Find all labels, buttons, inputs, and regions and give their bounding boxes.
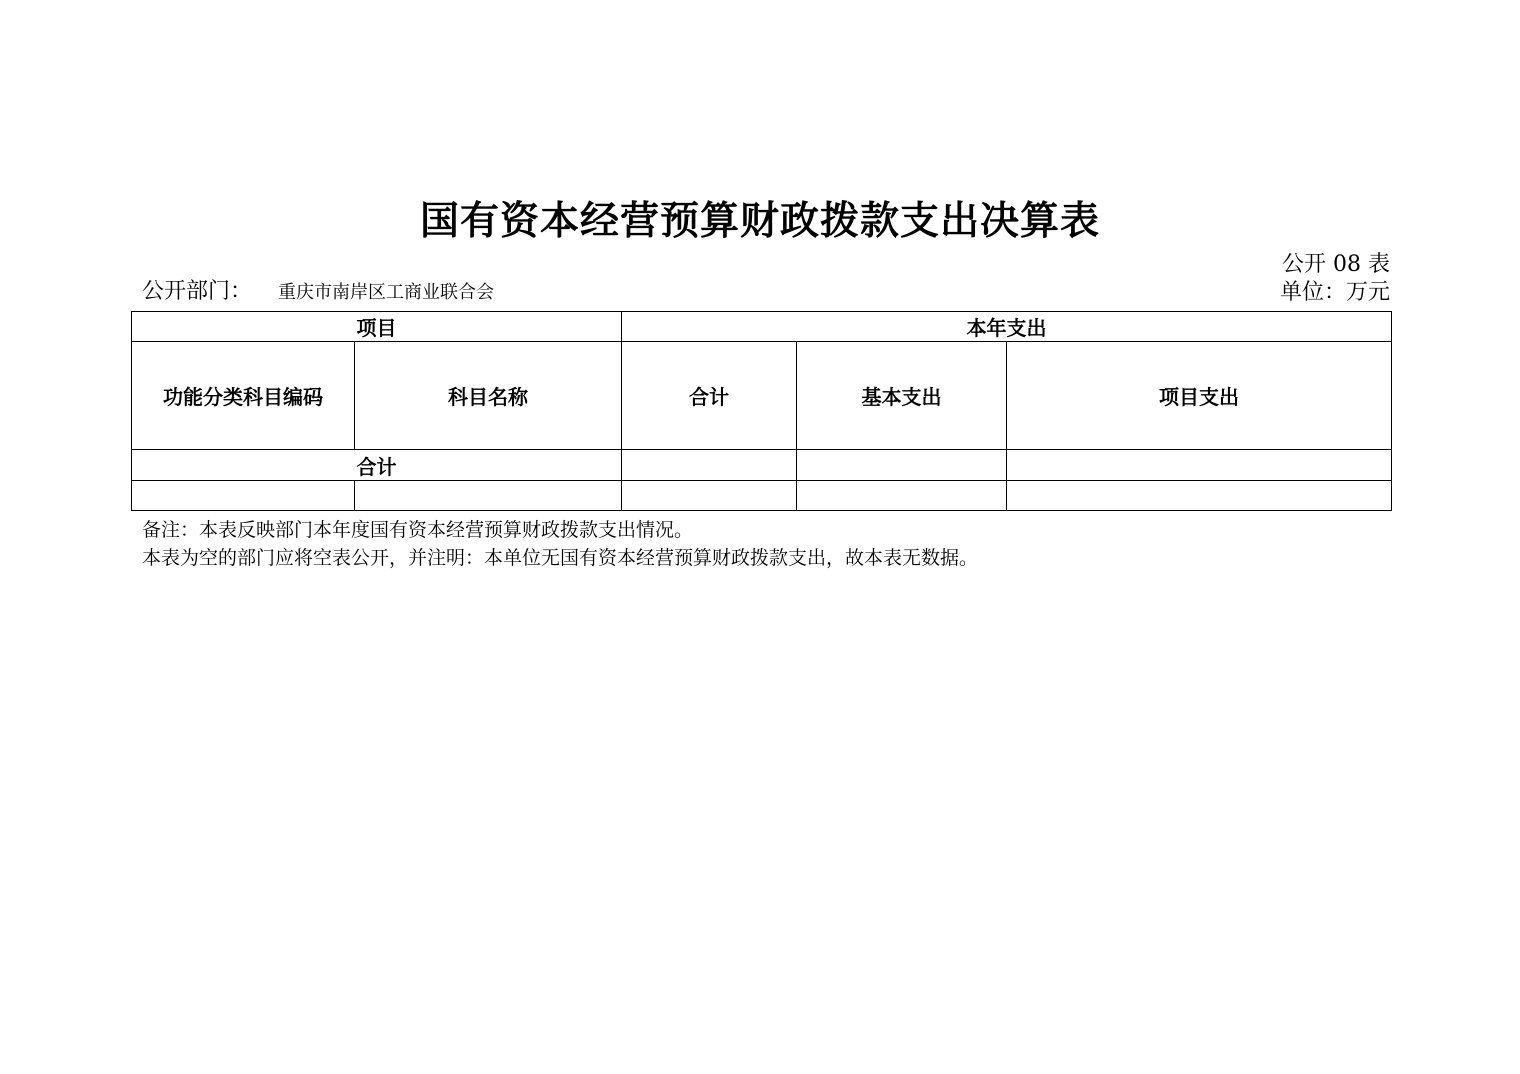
empty-row-project-cell bbox=[1007, 481, 1392, 511]
col-header-project-expenditure: 项目支出 bbox=[1007, 342, 1392, 450]
empty-row-code-cell bbox=[132, 481, 355, 511]
footnotes bbox=[142, 516, 1520, 572]
table-total-row bbox=[132, 450, 1392, 481]
col-header-function-classification-code: 功能分类科目编码 bbox=[132, 342, 355, 450]
empty-row-basic-cell bbox=[797, 481, 1007, 511]
department-label: 公开部门： bbox=[142, 279, 253, 304]
expenditure-table bbox=[131, 311, 1392, 511]
table-group-header-row bbox=[132, 312, 1392, 342]
form-number: 公开 08 表 bbox=[1282, 252, 1390, 277]
total-row-basic-cell bbox=[797, 450, 1007, 481]
total-row-project-cell bbox=[1007, 450, 1392, 481]
document-title: 国有资本经营预算财政拨款支出决算表 bbox=[419, 198, 1100, 244]
col-header-basic-expenditure: 基本支出 bbox=[797, 342, 1007, 450]
table-column-header-row bbox=[132, 342, 1392, 450]
total-row-label: 合计 bbox=[132, 450, 622, 481]
empty-row-name-cell bbox=[355, 481, 622, 511]
meta-line bbox=[142, 278, 1390, 306]
footnote-remark: 备注：本表反映部门本年度国有资本经营预算财政拨款支出情况。 bbox=[142, 519, 694, 541]
department-line bbox=[142, 279, 494, 306]
total-row-sum-cell bbox=[622, 450, 797, 481]
header-group-project: 项目 bbox=[132, 312, 622, 342]
col-header-subject-name: 科目名称 bbox=[355, 342, 622, 450]
department-value: 重庆市南岸区工商业联合会 bbox=[278, 282, 495, 303]
empty-row-sum-cell bbox=[622, 481, 797, 511]
footnote-empty-table-statement: 本表为空的部门应将空表公开，并注明：本单位无国有资本经营预算财政拨款支出，故本表无数据。 bbox=[142, 547, 979, 569]
header-group-current-year-expenditure: 本年支出 bbox=[622, 312, 1392, 342]
table-empty-row bbox=[132, 481, 1392, 511]
unit-label: 单位：万元 bbox=[1279, 280, 1390, 305]
col-header-total: 合计 bbox=[622, 342, 797, 450]
